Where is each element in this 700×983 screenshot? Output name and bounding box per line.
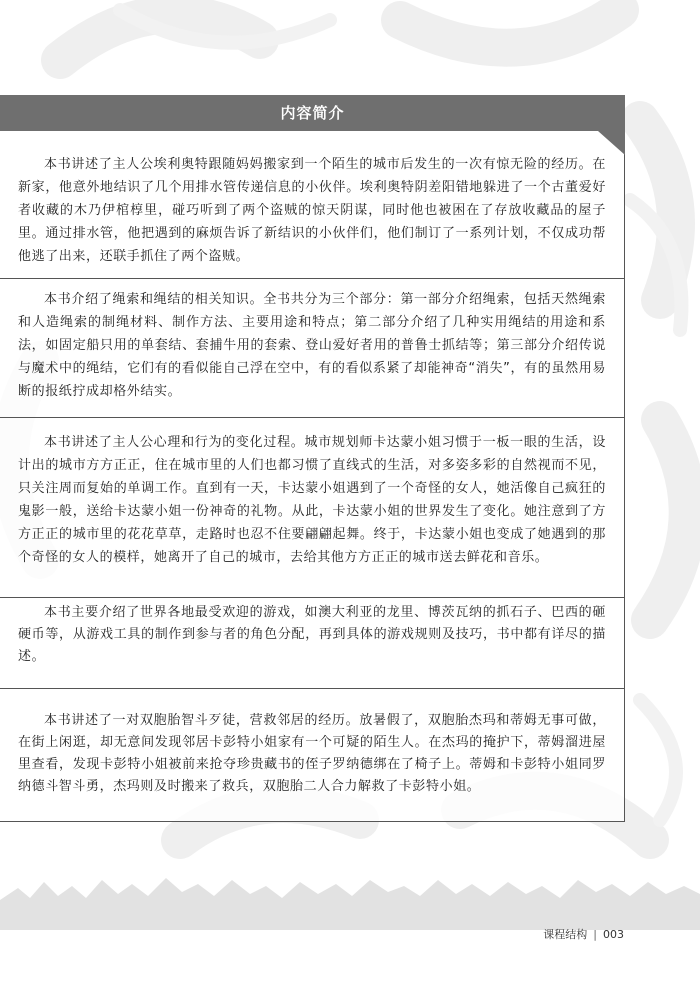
footer-separator: | — [593, 928, 597, 941]
summary-text: 本书主要介绍了世界各地最受欢迎的游戏，如澳大利亚的龙里、博茨瓦纳的抓石子、巴西的砸硬币等，从游戏工具的制作到参与者的角色分配，再到具体的游戏规则及技巧，书中都有详尽的描述。 — [18, 605, 606, 664]
summary-text: 本书讲述了主人公埃利奥特跟随妈妈搬家到一个陌生的城市后发生的一次有惊无险的经历。在新家，他意外地结识了几个用排水管传递信息的小伙伴。埃利奥特阴差阳错地躲进了一个古董爱好者收藏的木乃伊棺椁里，碰巧听到了两个盗贼的惊天阴谋，同时他也被困在了存放收藏品的屋子里。通过排水管，他把遇到的麻烦告诉了新结识的小伙伴们，他们制订了一系列计划，不仅成功帮他逃了出来，还联手抓住了两个盗贼。 — [18, 157, 606, 264]
book-summary — [0, 279, 625, 418]
page-footer — [543, 926, 624, 942]
grass-silhouette-decoration — [0, 860, 700, 930]
summary-text: 本书讲述了一对双胞胎智斗歹徒，营救邻居的经历。放暑假了，双胞胎杰玛和蒂姆无事可做，在街上闲逛，却无意间发现邻居卡彭特小姐家有一个可疑的陌生人。在杰玛的掩护下，蒂姆溜进屋里查看，发现卡彭特小姐被前来抢夺珍贵藏书的侄子罗纳德绑在了椅子上。蒂姆和卡彭特小姐同罗纳德斗智斗勇，杰玛则及时搬来了救兵，双胞胎二人合力解救了卡彭特小姐。 — [18, 713, 606, 794]
book-summary — [0, 131, 625, 279]
section-title: 内容简介 — [280, 104, 345, 122]
summary-list — [0, 131, 625, 822]
page-number: 003 — [603, 928, 624, 941]
section-header-band — [0, 95, 625, 131]
footer-section-label: 课程结构 — [543, 928, 588, 941]
summary-text: 本书讲述了主人公心理和行为的变化过程。城市规划师卡达蒙小姐习惯于一板一眼的生活，设计出的城市方方正正，住在城市里的人们也都习惯了直线式的生活，对多姿多彩的自然视而不见，只关注周而复始的单调工作。直到有一天，卡达蒙小姐遇到了一个奇怪的女人，她活像自己疯狂的鬼影一般，送给卡达蒙小姐一份神奇的礼物。从此，卡达蒙小姐的世界发生了变化。她注意到了方方正正的城市里的花花草草，走路时也忍不住要翩翩起舞。终于，卡达蒙小姐也变成了她遇到的那个奇怪的女人的模样，她离开了自己的城市，去给其他方方正正的城市送去鲜花和音乐。 — [18, 435, 606, 565]
book-summary — [0, 689, 625, 822]
header-notch-decoration — [598, 131, 625, 155]
book-summary — [0, 598, 625, 689]
book-summary — [0, 418, 625, 598]
summary-text: 本书介绍了绳索和绳结的相关知识。全书共分为三个部分：第一部分介绍绳索，包括天然绳索和人造绳索的制绳材料、制作方法、主要用途和特点；第二部分介绍了几种实用绳结的用途和系法，如固定船只用的单套结、套捕牛用的套索、登山爱好者用的普鲁士抓结等；第三部分介绍传说与魔术中的绳结，它们有的看似能自己浮在空中，有的看似系紧了却能神奇“消失”，有的虽然用易断的报纸拧成却格外结实。 — [18, 292, 606, 399]
